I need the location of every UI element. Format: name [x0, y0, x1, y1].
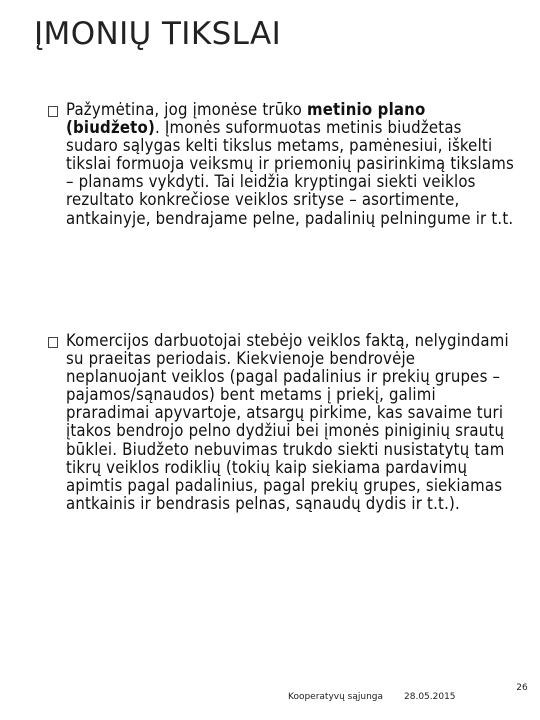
footer-organization: Kooperatyvų sąjunga	[288, 692, 384, 702]
bullet-text-rest: . Įmonės suformuotas metinis biudžetas sudaro sąlygas kelti tikslus metams, pamėnesiui, iškelti tikslai formuoja veiksmų ir priemonių pasirinkimą tikslams – planams vykdyti. Tai leidžia kryptingai siekti veiklos rezultato konkrečiose veiklos srityse – asortimente, antkainyje, bendrajame pelne, padalinių pelningume ir t.t.	[66, 118, 514, 228]
bullet-square-icon	[48, 337, 58, 348]
bullet-square-icon	[48, 106, 58, 117]
footer-date: 28.05.2015	[404, 692, 456, 702]
bullet-text: Komercijos darbuotojai stebėjo veiklos faktą, nelygindami su praeitas periodais. Kiekvienoje bendrovėje neplanuojant veiklos (pagal padalinius ir prekių grupes – pajamos/sąnaudos) bent metams į priekį, galimi praradimai apyvartoje, atsargų pirkime, kas savaime turi įtakos bendrojo pelno dydžiui bei įmonės piniginių srautų būklei. Biudžeto nebuvimas trukdo siekti nusistatytų tam tikrų veiklos rodiklių (tokių kaip siekiama pardavimų apimtis pagal padalinius, pagal prekių grupes, siekiamas antkainis ir bendrasis pelnas, sąnaudų dydis ir t.t.).	[66, 331, 509, 513]
bullet-text	[66, 101, 516, 228]
slide-title: ĮMONIŲ TIKSLAI	[34, 16, 282, 52]
footer-page-number: 26	[516, 683, 528, 693]
bullet-emphasis: metinio plano (biudžeto)	[66, 100, 426, 138]
bullet-text-lead: Pažymėtina, jog įmonėse trūko	[66, 100, 307, 119]
